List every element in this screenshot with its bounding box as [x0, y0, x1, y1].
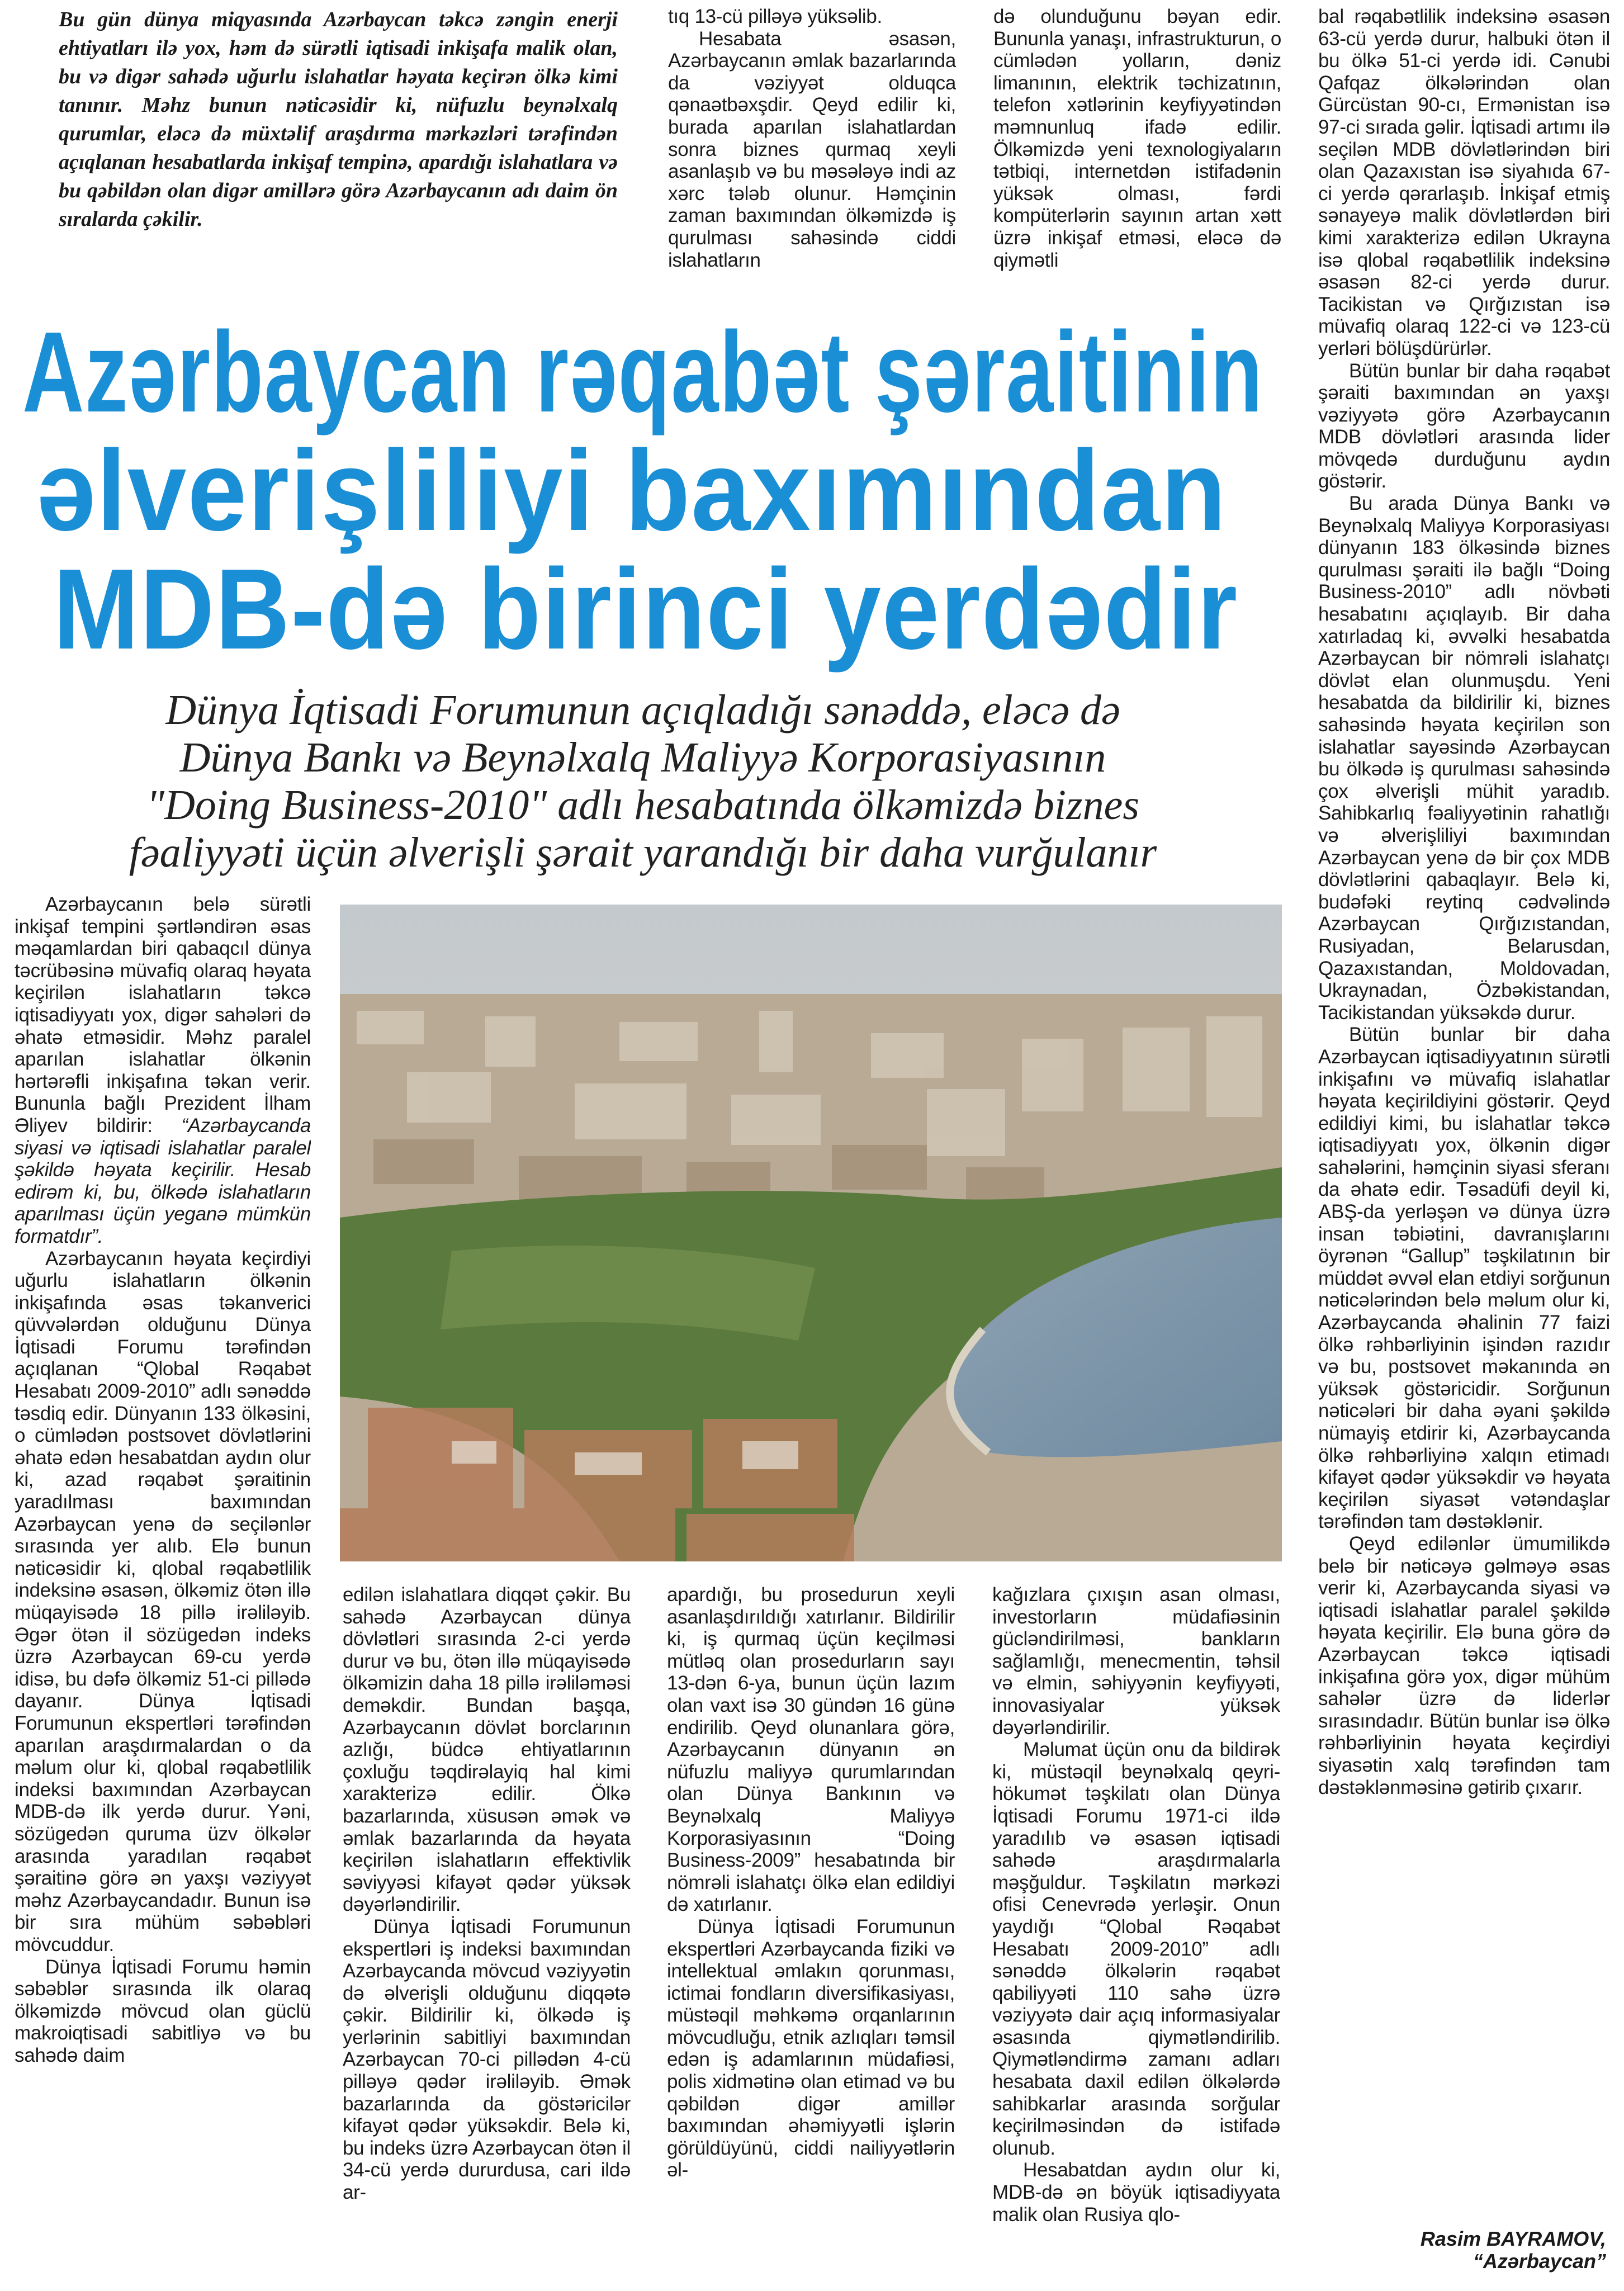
- paragraph: Dünya İqtisadi Forumunun ekspertləri iş indeksi baxımından Azərbaycanda mövcud vəziyyətin də əlverişli olduğunu diqqətə çəkir. Bildirilir ki, ölkədə iş yerlərinin sabitliyi baxımından Azərbaycan 70-ci pillədən 4-cü pilləyə qədər irəliləyib. Əmək bazarlarında da göstəricilər kifayət qədər yüksəkdir. Belə ki, bu indeks üzrə Azərbaycan ötən il 34-cü yerdə dururdusa, cari ildə ar-: [343, 1915, 631, 2204]
- paragraph: Dünya İqtisadi Forumu həmin səbəblər sırasında ilk olaraq ölkəmizdə mövcud olan güclü makroiqtisadi sabitliyə və bu sahədə daim: [15, 1956, 311, 2066]
- headline-line: Azərbaycan rəqabət şəraitinin: [22, 308, 1263, 436]
- paragraph: Bütün bunlar bir daha rəqabət şəraiti baxımından ən yaxşı vəziyyətə görə Azərbaycanın MDB dövlətləri arasında lider mövqedə durduğunu aydın göstərir.: [1318, 359, 1610, 493]
- paragraph: edilən islahatlara diqqət çəkir. Bu sahədə Azərbaycan dünya dövlətləri sırasında 2-ci yerdə durur və bu, ötən illə müqayisədə ölkəmizin daha 18 pillə irəliləməsi deməkdir. Bundan başqa, Azərbaycanın dövlət borclarının azlığı, büdcə ehtiyatlarının çoxluğu təqdirəlayiq hal kimi xarakterizə edilir. Ölkə bazarlarında, xüsusən əmək və əmlak bazarlarında da həyata keçirilən islahatların effektivlik səviyyəsi kifayət qədər yüksək dəyərləndirilir.: [343, 1584, 631, 1916]
- top-column-2: [668, 6, 956, 294]
- president-quote: “Azərbaycanda siyasi və iqtisadi islahatlar paralel şəkildə həyata keçirilir. Hesab edirəm ki, bu, ölkədə islahatların aparılması üçün yeganə mümkün formatdır”.: [15, 1114, 311, 1247]
- paragraph: apardığı, bu prosedurun xeyli asanlaşdırıldığı xatırlanır. Bildirilir ki, iş qurmaq üçün keçilməsi mütləq olan prosedurların sayı 13-dən 6-ya, bunun üçün lazım olan vaxt isə 30 gündən 16 günə endirilib. Qeyd olunanlara görə, Azərbaycanın dünyanın ən nüfuzlu maliyyə qurumlarından olan Dünya Bankının və Beynəlxalq Maliyyə Korporasiyasının “Doing Business-2009” hesabatında bir nömrəli islahatçı ölkə elan edildiyi də xatırlanır.: [667, 1584, 955, 1916]
- column-1: [15, 893, 311, 2291]
- paragraph: Hesabatdan aydın olur ki, MDB-də ən böyük iqtisadiyyata malik olan Rusiya qlo-: [992, 2159, 1280, 2226]
- subtitle-line: fəaliyyəti üçün əlverişli şərait yarandığı bir daha vurğulanır: [129, 829, 1157, 876]
- headline: [22, 308, 1280, 673]
- paragraph: [15, 893, 311, 1248]
- subtitle: [34, 687, 1252, 877]
- paragraph: Azərbaycanın həyata keçirdiyi uğurlu islahatların ölkənin inkişafında əsas təkanverici qüvvələrdən olduğunu Dünya İqtisadi Forumu tərəfindən açıqlanan “Qlobal Rəqabət Hesabatı 2009-2010” adlı sənəddə təsdiq edir. Dünyanın 133 ölkəsini, o cümlədən postsovet dövlətlərini əhatə edən hesabatdan aydın olur ki, azad rəqabət şəraitinin yaradılması baxımından Azərbaycan yenə də seçilənlər sırasında yer alıb. Elə bunun nəticəsidir ki, qlobal rəqabətlilik indeksinə əsasən, ölkəmiz ötən illə müqayisədə 18 pillə irəliləyib. Əgər ötən il sözügedən indeks üzrə Azərbaycan 69-cu yerdə idisə, bu dəfə ölkəmiz 51-ci pillədə dayanır. Dünya İqtisadi Forumunun ekspertləri tərəfindən aparılan araşdırmalardan o da məlum olur ki, qlobal rəqabətlilik indeksi baxımından Azərbaycan MDB-də ilk yerdə durur. Yəni, sözügedən quruma üzv ölkələr arasında yaradılan rəqabət şəraitinə görə ən yaxşı vəziyyət məhz Azərbaycandadır. Bunun isə bir sıra mühüm səbəbləri mövcuddur.: [15, 1247, 311, 1956]
- right-column: [1318, 6, 1610, 2222]
- column-3: [667, 1584, 955, 2288]
- top-column-3: [993, 6, 1281, 294]
- baku-panorama-image: [340, 905, 1282, 1561]
- author-signature: [1421, 2228, 1606, 2273]
- column-2: [343, 1584, 631, 2288]
- paragraph: tıq 13-cü pilləyə yüksəlib.: [668, 6, 882, 27]
- headline-line: əlverişliliyi baxımından: [36, 427, 1227, 555]
- paragraph: kağızlara çıxışın asan olması, investorların müdafiəsinin gücləndirilməsi, bankların sağlamlığı, menecmentin, təhsil və elmin, səhiyyənin keyfiyyəti, innovasiyalar yüksək dəyərləndirilir.: [992, 1584, 1280, 1739]
- paragraph: Qeyd edilənlər ümumilikdə belə bir nəticəyə gəlməyə əsas verir ki, Azərbaycanda siyasi və iqtisadi islahatlar paralel şəkildə həyata keçirilir. Elə buna görə də Azərbaycan təkcə iqtisadi inkişafına görə yox, digər mühüm sahələr üzrə də liderlər sırasındadır. Bütün bunlar isə ölkə rəhbərliyinin həyata keçirdiyi siyasətin xalq tərəfindən tam dəstəklənməsinə gətirib çıxarır.: [1318, 1532, 1610, 1798]
- subtitle-line: "Doing Business-2010" adlı hesabatında ölkəmizdə biznes: [146, 782, 1139, 829]
- lead-text: Bu gün dünya miqyasında Azərbaycan təkcə zəngin enerji ehtiyatları ilə yox, həm də sürətli iqtisadi inkişafa malik olan, bu və digər sahədə uğurlu islahatlar həyata keçirən ölkə kimi tanınır. Məhz bunun nəticəsidir ki, nüfuzlu beynəlxalq qurumlar, eləcə də müxtəlif araşdırma mərkəzləri tərəfindən açıqlanan hesabatlarda inkişaf tempinə, apardığı islahatlara və bu qəbildən olan digər amillərə görə Azərbaycanın adı daim ön sıralarda çəkilir.: [59, 8, 618, 231]
- paragraph: Məlumat üçün onu da bildirək ki, müstəqil beynəlxalq qeyri-hökumət təşkilatı olan Dünya İqtisadi Forumu 1971-ci ildə yaradılıb və əsasən iqtisadi sahədə araşdırmalarla məşğuldur. Təşkilatın mərkəzi ofisi Cenevrədə yerləşir. Onun yaydığı “Qlobal Rəqabət Hesabatı 2009-2010” adlı sənəddə ölkələrin rəqabət qabiliyyəti 110 sahə üzrə vəziyyətə dair açıq informasiyalar əsasında qiymətləndirilib. Qiymətləndirmə zamanı adları hesabata daxil edilən ölkələrdə sahibkarlar arasında sorğular keçirilməsindən də istifadə olunub.: [992, 1739, 1280, 2159]
- headline-line: MDB-də birinci yerdədir: [53, 545, 1238, 673]
- subtitle-line: Dünya İqtisadi Forumunun açıqladığı sənəddə, eləcə də: [165, 687, 1120, 733]
- source-name: “Azərbaycan”: [1473, 2250, 1606, 2273]
- text: Azərbaycanın belə sürətli inkişaf tempini şərtləndirən əsas məqamlardan biri qabaqcıl dünya təcrübəsinə müvafiq olaraq həyata keçirilən islahatların təkcə iqtisadiyyatı yox, digər sahələri də əhatə etməsidir. Məhz paralel aparılan islahatlar ölkənin hərtərəfli inkişafına təkan verir. Bununla bağlı Prezident İlham Əliyev bildirir:: [15, 893, 311, 1137]
- paragraph: Bütün bunlar bir daha Azərbaycan iqtisadiyyatının sürətli inkişafını və müvafiq islahatlar həyata keçirildiyini göstərir. Qeyd edildiyi kimi, bu islahatlar təkcə iqtisadiyyatı yox, ölkənin digər sahələrini, həmçinin siyasi sferanı da əhatə edir. Təsadüfi deyil ki, ABŞ-da yerləşən və dünya üzrə insan təbiətini, davranışlarını öyrənən “Gallup” təşkilatının bir müddət əvvəl elan etdiyi sorğunun nəticələrindən belə məlum olur ki, Azərbaycanda əhalinin 77 faizi ölkə rəhbərliyinin işindən razıdır və bu, postsovet məkanında ən yüksək göstəricidir. Sorğunun nəticələri bir daha əyani şəkildə nümayiş etdirir ki, Azərbaycanda ölkə rəhbərliyinə xalqın etimadı kifayət qədər yüksəkdir və həyata keçirilən siyasət vətəndaşlar tərəfindən tam dəstəklənir.: [1318, 1024, 1610, 1533]
- paragraph: Bu arada Dünya Bankı və Beynəlxalq Maliyyə Korporasiyası dünyanın 183 ölkəsində biznes qurulması şəraiti ilə bağlı “Doing Business-2010” adlı növbəti hesabatını açıqlayıb. Bir daha xatırladaq ki, əvvəlki hesabatda Azərbaycan bir nömrəli islahatçı dövlət elan olunmuşdu. Yeni hesabatda da bildirilir ki, biznes sahəsində həyata keçirilən son islahatlar sayəsində Azərbaycan bu ölkədə iş qurulması sahəsində çox əlverişli mühit yaradıb. Sahibkarlıq fəaliyyətinin rahatlığı və əlverişliliyi baxımından Azərbaycan yenə də bir çox MDB dövlətlərini qabaqlayır. Belə ki, budəfəki reytinq cədvəlində Azərbaycan Qırğızıstandan, Rusiyadan, Belarusdan, Qazaxıstandan, Moldovadan, Ukraynadan, Özbəkistandan, Tacikistandan yüksəkdə durur.: [1318, 493, 1610, 1024]
- paragraph: də olunduğunu bəyan edir. Bununla yanaşı, infrastrukturun, o cümlədən yolların, dəniz limanının, elektrik təchizatının, telefon xətlərinin keyfiyyətindən məmnunluq ifadə edilir. Ölkəmizdə yeni texnologiyaların tətbiqi, internetdən istifadənin yüksək olması, fərdi kompüterlərin sayının artan xətt üzrə inkişaf etməsi, eləcə də qiymətli: [993, 6, 1281, 271]
- paragraph: Hesabata əsasən, Azərbaycanın əmlak bazarlarında da vəziyyət olduqca qənaətbəxşdir. Qeyd edilir ki, burada aparılan islahatlardan sonra biznes qurmaq xeyli asanlaşıb və bu məsələyə indi az xərc tələb olunur. Həmçinin zaman baxımından ölkəmizdə iş qurulması sahəsində ciddi islahatların: [668, 27, 956, 271]
- paragraph: bal rəqabətlilik indeksinə əsasən 63-cü yerdə durur, halbuki ötən il bu ölkə 51-ci yerdə idi. Cənubi Qafqaz ölkələrindən olan Gürcüstan 90-cı, Ermənistan isə 97-ci sırada gəlir. İqtisadi artımı ilə seçilən MDB dövlətlərindən biri olan Qazaxıstan isə siyahıda 67-ci yerdə qərarlaşıb. İnkişaf etmiş sənayeyə malik dövlətlərdən biri kimi xarakterizə edilən Ukrayna isə qlobal rəqabətlilik indeksinə əsasən 82-ci yerdə durur. Tacikistan və Qırğızıstan isə müvafiq olaraq 122-ci və 123-cü yerləri bölüşdürürlər.: [1318, 6, 1610, 359]
- author-name: Rasim BAYRAMOV,: [1420, 2227, 1606, 2250]
- article-lead: [59, 6, 618, 291]
- subtitle-line: Dünya Bankı və Beynəlxalq Maliyyə Korporasiyasının: [179, 734, 1106, 781]
- column-4: [992, 1584, 1280, 2288]
- city-aerial-photo: [340, 905, 1282, 1561]
- paragraph: Dünya İqtisadi Forumunun ekspertləri Azərbaycanda fiziki və intellektual əmlakın qorunması, ictimai fondların diversifikasiyası, müstəqil məhkəmə orqanlarının mövcudluğu, etnik azlıqları təmsil edən iş adamlarının müdafiəsi, polis xidmətinə olan etimad və bu qəbildən digər amillər baxımından əhəmiyyətli işlərin görüldüyünü, ciddi nailiyyətlərin əl-: [667, 1915, 955, 2181]
